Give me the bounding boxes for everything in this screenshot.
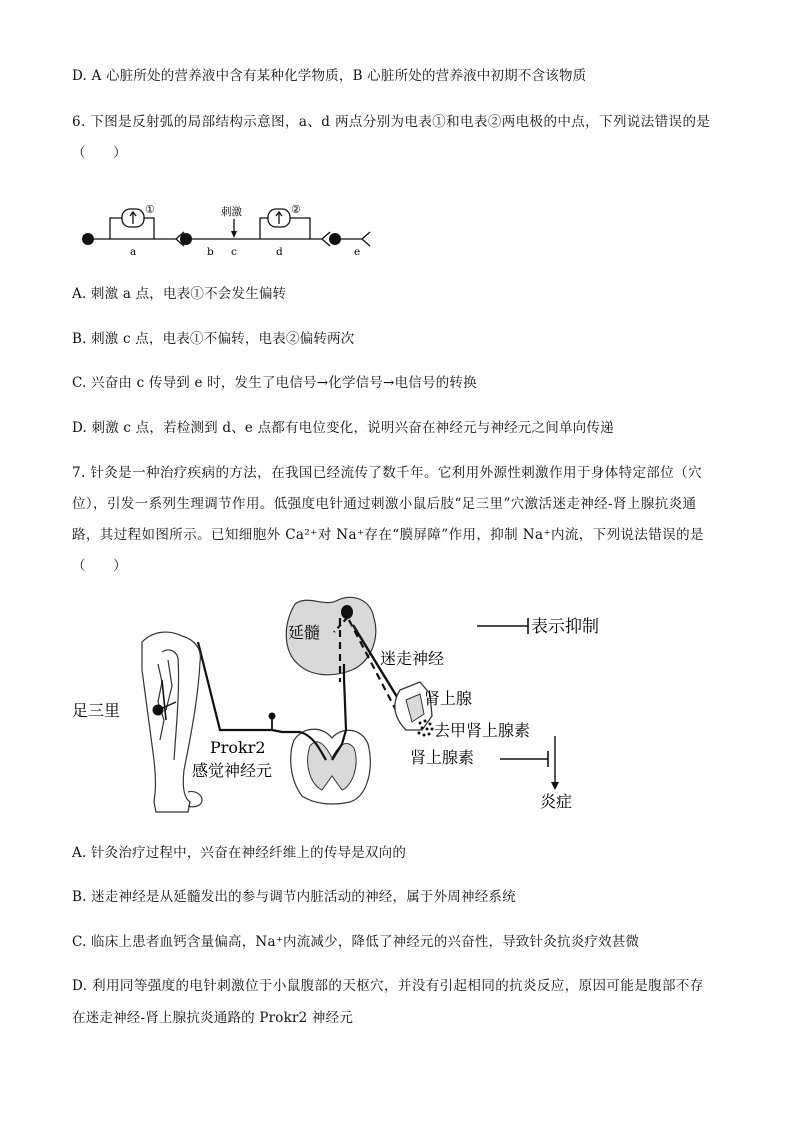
q6-stem-line1: 6. 下图是反射弧的局部结构示意图，a、d 两点分别为电表①和电表②两电极的中点，下列说法错误的是 bbox=[72, 114, 711, 130]
q7-option-d-line2: 在迷走神经-肾上腺抗炎通路的 Prokr2 神经元 bbox=[72, 1010, 354, 1026]
point-b: b bbox=[207, 246, 214, 258]
reflex-arc-diagram bbox=[72, 196, 372, 262]
q7-option-c: C. 临床上患者血钙含量偏高，Na⁺内流减少，降低了神经元的兴奋性，导致针灸抗炎疗效甚微 bbox=[72, 934, 640, 950]
q6-option-d: D. 刺激 c 点，若检测到 d、e 点都有电位变化，说明兴奋在神经元与神经元之间单向传递 bbox=[72, 420, 614, 436]
q7-stem-line3: 路，其过程如图所示。已知细胞外 Ca²⁺对 Na⁺存在“膜屏障”作用，抑制 Na⁺内流，下列说法错误的是 bbox=[72, 527, 704, 543]
q7-stem-line4: （ ） bbox=[72, 558, 127, 574]
meter1-label: ① bbox=[145, 203, 155, 216]
adrenal-label: 肾上腺 bbox=[424, 689, 473, 708]
q7-option-a: A. 针灸治疗过程中，兴奋在神经纤维上的传导是双向的 bbox=[72, 845, 407, 861]
acupoint-label: 足三里 bbox=[72, 701, 121, 720]
q7-stem-line2: 位），引发一系列生理调节作用。低强度电针通过刺激小鼠后肢“足三里”穴激活迷走神经-肾上腺抗炎通 bbox=[72, 496, 697, 512]
point-c: c bbox=[231, 246, 237, 258]
q7-option-d-line1: D. 利用同等强度的电针刺激位于小鼠腹部的天枢穴，并没有引起相同的抗炎反应，原因可能是腹部不存 bbox=[72, 978, 704, 994]
prokr2-label: Prokr2 bbox=[210, 738, 266, 757]
vagus-label: 迷走神经 bbox=[380, 649, 445, 668]
point-d: d bbox=[276, 246, 283, 258]
q6-option-a: A. 刺激 a 点，电表①不会发生偏转 bbox=[72, 286, 287, 302]
q6-stem-line2: （ ） bbox=[72, 145, 127, 161]
point-e: e bbox=[354, 246, 361, 258]
inflammation-label: 炎症 bbox=[540, 792, 573, 811]
noradrenaline-label: 去甲肾上腺素 bbox=[434, 721, 531, 740]
q7-stem-line1: 7. 针灸是一种治疗疾病的方法，在我国已经流传了数千年。它利用外源性刺激作用于身体特定部位（穴 bbox=[72, 465, 702, 481]
q7-option-b: B. 迷走神经是从延髓发出的参与调节内脏活动的神经，属于外周神经系统 bbox=[72, 889, 516, 905]
q6-option-c: C. 兴奋由 c 传导到 e 时，发生了电信号→化学信号→电信号的转换 bbox=[72, 375, 477, 391]
cell-body-1 bbox=[82, 233, 94, 245]
medulla-label: 延髓 bbox=[288, 623, 321, 642]
sensory-neuron-label: 感觉神经元 bbox=[192, 761, 273, 780]
q5-option-d: D. A 心脏所处的营养液中含有某种化学物质，B 心脏所处的营养液中初期不含该物质 bbox=[72, 68, 587, 84]
q6-option-b: B. 刺激 c 点，电表①不偏转，电表②偏转两次 bbox=[72, 331, 355, 347]
legend-label: 表示抑制 bbox=[531, 617, 599, 637]
meter2-label: ② bbox=[291, 203, 301, 216]
adrenaline-label: 肾上腺素 bbox=[410, 748, 475, 767]
point-a: a bbox=[130, 246, 137, 258]
acupuncture-pathway-diagram bbox=[70, 590, 630, 820]
stimulus-label: 刺激 bbox=[221, 206, 242, 218]
cell-body-2 bbox=[180, 233, 192, 245]
cell-body-3 bbox=[329, 233, 341, 245]
